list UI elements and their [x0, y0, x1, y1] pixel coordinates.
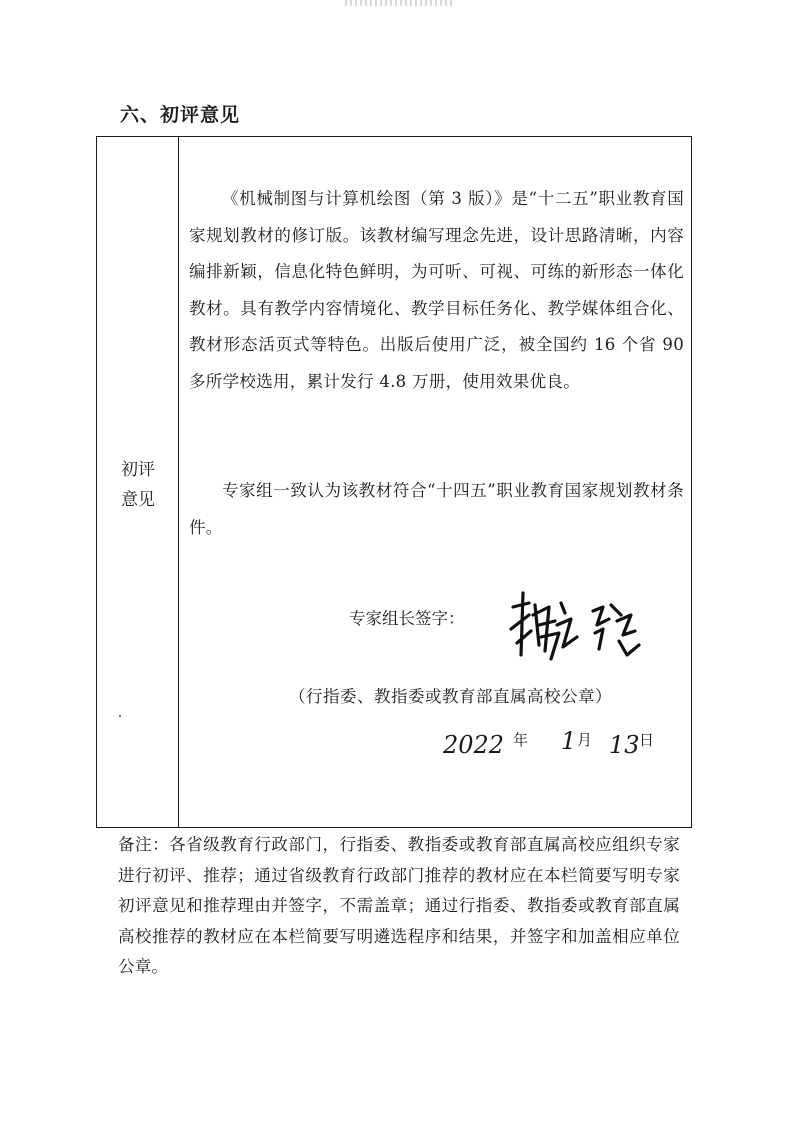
date-year-label: 年: [513, 731, 529, 749]
label-column: [97, 137, 179, 827]
date-month-label: 月: [577, 731, 593, 749]
row-label: [97, 455, 179, 515]
section-title: 六、初评意见: [120, 104, 241, 126]
scan-artifact: [345, 0, 455, 6]
date-year: 2022: [443, 731, 505, 759]
seal-label: （行指委、教指委或教育部直属高校公章）: [289, 687, 612, 706]
remarks-note: 备注：各省级教育行政部门，行指委、教指委或教育部直属高校应组织专家进行初评、推荐；通过省级教育行政部门推荐的教材应在本栏简要写明专家初评意见和推荐理由并签字，不需盖章；通过行指委、教指委或教育部直属高校推荐的教材应在本栏简要写明遴选程序和结果，并签字和加盖相应单位公章。: [118, 835, 680, 976]
review-opinion-table: [96, 136, 692, 828]
content-column: [179, 137, 693, 827]
row-label-line1: 初评: [121, 460, 155, 480]
date-month: 1: [561, 727, 577, 755]
opinion-paragraph-1: 《机械制图与计算机绘图（第 3 版）》是“十二五”职业教育国家规划教材的修订版。该教材编写理念先进，设计思路清晰，内容编排新颖，信息化特色鲜明，为可听、可视、可练的新形态一体化教材。具有教学内容情境化、教学目标任务化、教学媒体组合化、教材形态活页式等特色。出版后使用广泛，被全国约 16 个省 90 多所学校选用，累计发行 4.8 万册，使用效果优良。: [189, 189, 684, 391]
signing-date: [439, 723, 669, 763]
opinion-paragraph-2: 专家组一致认为该教材符合“十四五”职业教育国家规划教材条件。: [189, 481, 684, 537]
signature-label: 专家组长签字：: [349, 609, 465, 628]
date-day-label: 日: [639, 731, 655, 749]
handwritten-signature: [499, 585, 649, 665]
date-day: 13: [609, 731, 640, 759]
scan-speck: [119, 715, 121, 717]
row-label-line2: 意见: [121, 490, 155, 510]
